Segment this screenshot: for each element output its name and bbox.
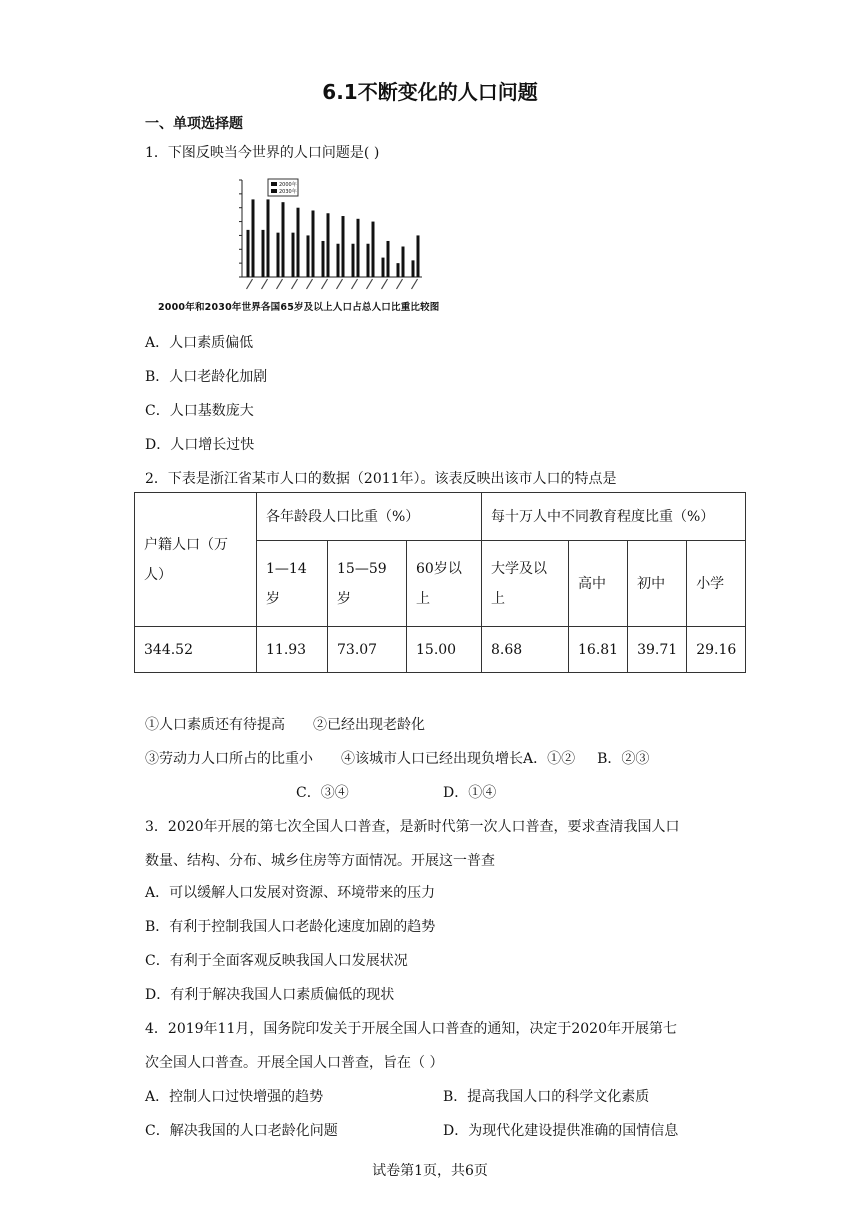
q2-option-d: D．①④ <box>443 785 497 801</box>
x-tick-mark <box>367 279 373 289</box>
table-head-primary-school: 小学 <box>687 541 746 627</box>
bar-1-1 <box>267 199 270 277</box>
q2-option-c: C．③④ <box>296 785 349 801</box>
bar-1-0 <box>252 199 255 277</box>
q2-statements-2 <box>145 748 649 768</box>
legend-label-0: 2000年 <box>279 182 297 188</box>
bar-1-3 <box>297 208 300 277</box>
q1-option-c: C．人口基数庞大 <box>145 403 254 419</box>
bar-0-5 <box>322 241 325 277</box>
q1-chart <box>150 170 480 318</box>
q4-option-d: D．为现代化建设提供准确的国情信息 <box>443 1123 679 1139</box>
q3-stem-1: 3．2020年开展的第七次全国人口普查，是新时代第一次人口普查，要求查清我国人口 <box>145 819 680 835</box>
q2-option-b: B．②③ <box>597 751 650 767</box>
x-tick-mark <box>277 279 283 289</box>
bar-1-8 <box>372 222 375 277</box>
q1-option-a: A．人口素质偏低 <box>145 335 254 351</box>
bar-0-2 <box>277 233 280 277</box>
q3-stem-2: 数量、结构、分布、城乡住房等方面情况。开展这一普查 <box>145 853 495 869</box>
q2-statements-1: ①人口素质还有待提高 ②已经出现老龄化 <box>145 717 425 733</box>
table-head-age-group: 各年龄段人口比重（%） <box>257 493 482 541</box>
q4-stem-1: 4．2019年11月，国务院印发关于开展全国人口普查的通知，决定于2020年开展第七 <box>145 1021 677 1037</box>
bar-0-1 <box>262 230 265 277</box>
chart-bars <box>247 199 420 277</box>
bar-1-6 <box>342 216 345 277</box>
bar-0-10 <box>397 263 400 277</box>
bar-0-11 <box>412 260 415 277</box>
bar-0-3 <box>292 233 295 277</box>
q3-option-a: A．可以缓解人口发展对资源、环境带来的压力 <box>145 885 436 901</box>
population-table <box>134 492 746 673</box>
bar-0-7 <box>352 244 355 277</box>
table-cell: 73.07 <box>328 627 407 673</box>
q3-option-c: C．有利于全面客观反映我国人口发展状况 <box>145 953 408 969</box>
table-cell: 8.68 <box>482 627 569 673</box>
bar-1-2 <box>282 202 285 277</box>
q4-option-b: B．提高我国人口的科学文化素质 <box>443 1089 650 1105</box>
table-cell: 15.00 <box>407 627 482 673</box>
q2-stem: 2．下表是浙江省某市人口的数据（2011年）。该表反映出该市人口的特点是 <box>145 471 617 487</box>
x-tick-mark <box>412 279 418 289</box>
bar-1-5 <box>327 213 330 277</box>
bar-0-4 <box>307 235 310 277</box>
q4-stem-2: 次全国人口普查。开展全国人口普查，旨在（ ） <box>145 1055 444 1071</box>
x-tick-mark <box>307 279 313 289</box>
chart-title: 2000年和2030年世界各国65岁及以上人口占总人口比重比较图 <box>158 302 440 313</box>
table-cell: 16.81 <box>569 627 628 673</box>
x-tick-mark <box>352 279 358 289</box>
legend-label-1: 2030年 <box>279 189 297 195</box>
x-tick-mark <box>382 279 388 289</box>
q4-option-c: C．解决我国的人口老龄化问题 <box>145 1123 338 1139</box>
table-cell: 11.93 <box>257 627 328 673</box>
table-head-university: 大学及以上 <box>482 541 569 627</box>
q2-statements-2-text: ③劳动力人口所占的比重小 ④该城市人口已经出现负增长 <box>145 751 523 767</box>
table-head-age-15-59: 15—59岁 <box>328 541 407 627</box>
table-row <box>135 627 746 673</box>
page-footer: 试卷第1页，共6页 <box>372 1163 488 1179</box>
table-head-edu-group: 每十万人中不同教育程度比重（%） <box>482 493 746 541</box>
bar-1-10 <box>402 247 405 277</box>
q3-option-d: D．有利于解决我国人口素质偏低的现状 <box>145 987 395 1003</box>
table-head-age-60plus: 60岁以上 <box>407 541 482 627</box>
q1-option-d: D．人口增长过快 <box>145 437 255 453</box>
table-header-row <box>135 493 746 541</box>
page-title: 6.1不断变化的人口问题 <box>322 80 538 104</box>
x-tick-mark <box>292 279 298 289</box>
bar-1-4 <box>312 210 315 277</box>
table-cell: 39.71 <box>628 627 687 673</box>
q4-option-a: A．控制人口过快增强的趋势 <box>145 1089 324 1105</box>
x-tick-mark <box>322 279 328 289</box>
bar-0-6 <box>337 244 340 277</box>
chart-axes <box>239 180 422 289</box>
bar-0-8 <box>367 244 370 277</box>
q1-stem: 1．下图反映当今世界的人口问题是( ) <box>145 145 380 161</box>
table-cell: 29.16 <box>687 627 746 673</box>
q1-option-b: B．人口老龄化加剧 <box>145 369 268 385</box>
bar-1-7 <box>357 219 360 277</box>
table-head-high-school: 高中 <box>569 541 628 627</box>
table-head-age-1-14: 1—14岁 <box>257 541 328 627</box>
x-tick-mark <box>337 279 343 289</box>
legend-swatch-1 <box>271 189 277 193</box>
x-tick-mark <box>397 279 403 289</box>
bar-1-11 <box>417 235 420 277</box>
q2-option-a: A．①② <box>523 751 576 767</box>
x-tick-mark <box>262 279 268 289</box>
bar-1-9 <box>387 241 390 277</box>
x-tick-mark <box>247 279 253 289</box>
bar-0-0 <box>247 230 250 277</box>
table-head-registered-pop: 户籍人口（万人） <box>135 493 257 627</box>
table-head-middle-school: 初中 <box>628 541 687 627</box>
chart-legend <box>268 179 298 196</box>
legend-swatch-0 <box>271 182 277 186</box>
section-heading: 一、单项选择题 <box>145 116 243 132</box>
bar-chart <box>150 170 480 300</box>
bar-0-9 <box>382 258 385 277</box>
table-cell: 344.52 <box>135 627 257 673</box>
q3-option-b: B．有利于控制我国人口老龄化速度加剧的趋势 <box>145 919 436 935</box>
